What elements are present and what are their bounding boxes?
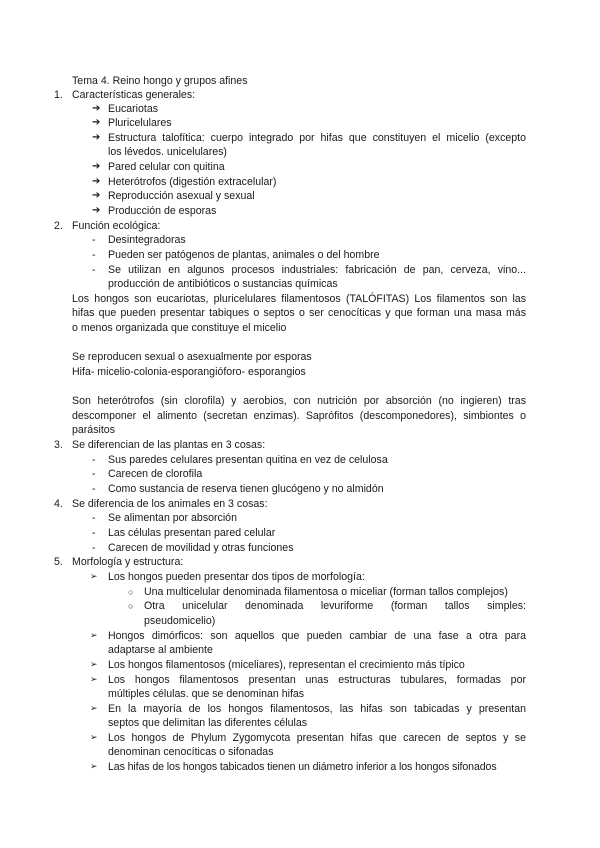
arrow-bullet-icon: ➔ <box>92 190 101 201</box>
sub-list-item-continuation: pseudomicelio) <box>144 615 216 627</box>
list-item: Los hongos de Phylum Zygomycota presentan hifas que carecen de septos y se <box>108 732 526 744</box>
list-item: Se alimentan por absorción <box>108 512 237 524</box>
dash-bullet: - <box>92 483 96 495</box>
list-item-continuation: los lévedos. unicelulares) <box>108 146 227 158</box>
paragraph-line: Son heterótrofos (sin clorofila) y aerobios, con nutrición por absorción (no ingieren) tras <box>72 395 526 407</box>
triangle-bullet-icon: ➢ <box>90 675 98 685</box>
section-number: 5. <box>54 556 63 568</box>
circle-bullet-icon: ○ <box>128 601 134 611</box>
list-item: Heterótrofos (digestión extracelular) <box>108 176 277 188</box>
arrow-bullet-icon: ➔ <box>92 161 101 172</box>
dash-bullet: - <box>92 264 96 276</box>
word: simples: <box>487 600 526 612</box>
word: denominada <box>245 600 304 612</box>
arrow-bullet-icon: ➔ <box>92 176 101 187</box>
section-heading: Morfología y estructura: <box>72 556 184 568</box>
list-item-continuation: adaptarse al ambiente <box>108 644 213 656</box>
dash-bullet: - <box>92 468 96 480</box>
section-heading: Características generales: <box>72 89 196 101</box>
list-item-continuation: producción de antibióticos o sustancias químicas <box>108 278 338 290</box>
list-item: Se utilizan en algunos procesos industriales: fabricación de pan, cerveza, vino... <box>108 264 526 276</box>
dash-bullet: - <box>92 234 96 246</box>
section-number: 1. <box>54 89 63 101</box>
section-number: 3. <box>54 439 63 451</box>
dash-bullet: - <box>92 454 96 466</box>
paragraph-line: Hifa- micelio-colonia-esporangióforo- esporangios <box>72 366 306 378</box>
list-item: Pueden ser patógenos de plantas, animales o del hombre <box>108 249 380 261</box>
triangle-bullet-icon: ➢ <box>90 660 98 670</box>
word: levuriforme <box>320 600 374 612</box>
arrow-bullet-icon: ➔ <box>92 132 101 143</box>
triangle-bullet-icon: ➢ <box>90 572 98 582</box>
sub-list-item <box>144 599 526 614</box>
arrow-bullet-icon: ➔ <box>92 103 101 114</box>
list-item: Carecen de movilidad y otras funciones <box>108 542 294 554</box>
word: Otra <box>144 600 165 612</box>
list-item: Carecen de clorofila <box>108 468 203 480</box>
document-title: Tema 4. Reino hongo y grupos afines <box>72 75 248 87</box>
arrow-bullet-icon: ➔ <box>92 205 101 216</box>
triangle-bullet-icon: ➢ <box>90 704 98 714</box>
list-item: Sus paredes celulares presentan quitina en vez de celulosa <box>108 454 388 466</box>
list-item: Hongos dimórficos: son aquellos que pueden cambiar de una fase a otra para <box>108 630 526 642</box>
list-item-continuation: múltiples células. que se denominan hifas <box>108 688 305 700</box>
list-item: Pluricelulares <box>108 117 172 129</box>
section-heading: Función ecológica: <box>72 220 161 232</box>
paragraph-line: descomponer el alimento (secretan enzimas). Saprófitos (descomponedores), simbiontes o <box>72 410 526 422</box>
list-item: Reproducción asexual y sexual <box>108 190 255 202</box>
list-item: Los hongos pueden presentar dos tipos de morfología: <box>108 571 365 583</box>
section-number: 2. <box>54 220 63 232</box>
list-item: Las hifas de los hongos tabicados tienen un diámetro inferior a los hongos sifonados <box>108 761 497 773</box>
arrow-bullet-icon: ➔ <box>92 117 101 128</box>
list-item: Como sustancia de reserva tienen glucógeno y no almidón <box>108 483 384 495</box>
section-number: 4. <box>54 498 63 510</box>
dash-bullet: - <box>92 512 96 524</box>
list-item: Los hongos filamentosos presentan unas estructuras tubulares, formadas por <box>108 674 526 686</box>
section-heading: Se diferencian de las plantas en 3 cosas: <box>72 439 266 451</box>
list-item: Las células presentan pared celular <box>108 527 276 539</box>
triangle-bullet-icon: ➢ <box>90 762 98 772</box>
list-item: Producción de esporas <box>108 205 217 217</box>
paragraph-line: Se reproducen sexual o asexualmente por esporas <box>72 351 312 363</box>
word: (forman <box>390 600 428 612</box>
dash-bullet: - <box>92 542 96 554</box>
dash-bullet: - <box>92 527 96 539</box>
sub-list-item: Una multicelular denominada filamentosa o miceliar (forman tallos complejos) <box>144 586 508 598</box>
word: unicelular <box>182 600 228 612</box>
list-item: Pared celular con quitina <box>108 161 225 173</box>
paragraph-line: o menos organizada que constituye el micelio <box>72 322 287 334</box>
list-item-continuation: denominan cenocíticas o sifonadas <box>108 746 274 758</box>
section-heading: Se diferencia de los animales en 3 cosas: <box>72 498 268 510</box>
list-item: En la mayoría de los hongos filamentosos, las hifas son tabicadas y presentan <box>108 703 526 715</box>
triangle-bullet-icon: ➢ <box>90 631 98 641</box>
list-item: Eucariotas <box>108 103 159 115</box>
list-item: Los hongos filamentosos (miceliares), representan el crecimiento más típico <box>108 659 465 671</box>
dash-bullet: - <box>92 249 96 261</box>
list-item: Estructura talofítica: cuerpo integrado por hifas que constituyen el micelio (excepto <box>108 132 526 144</box>
paragraph-line: parásitos <box>72 424 115 436</box>
triangle-bullet-icon: ➢ <box>90 733 98 743</box>
list-item-continuation: septos que delimitan las diferentes células <box>108 717 308 729</box>
word: tallos <box>444 600 470 612</box>
paragraph-line: Los hongos son eucariotas, pluricelulares filamentosos (TALÓFITAS) Los filamentos son las <box>72 293 526 305</box>
paragraph-line: hifas que pueden presentar tabiques o septos o ser cenocíticas y que forman una masa más <box>72 307 526 319</box>
list-item: Desintegradoras <box>108 234 186 246</box>
circle-bullet-icon: ○ <box>128 587 134 597</box>
